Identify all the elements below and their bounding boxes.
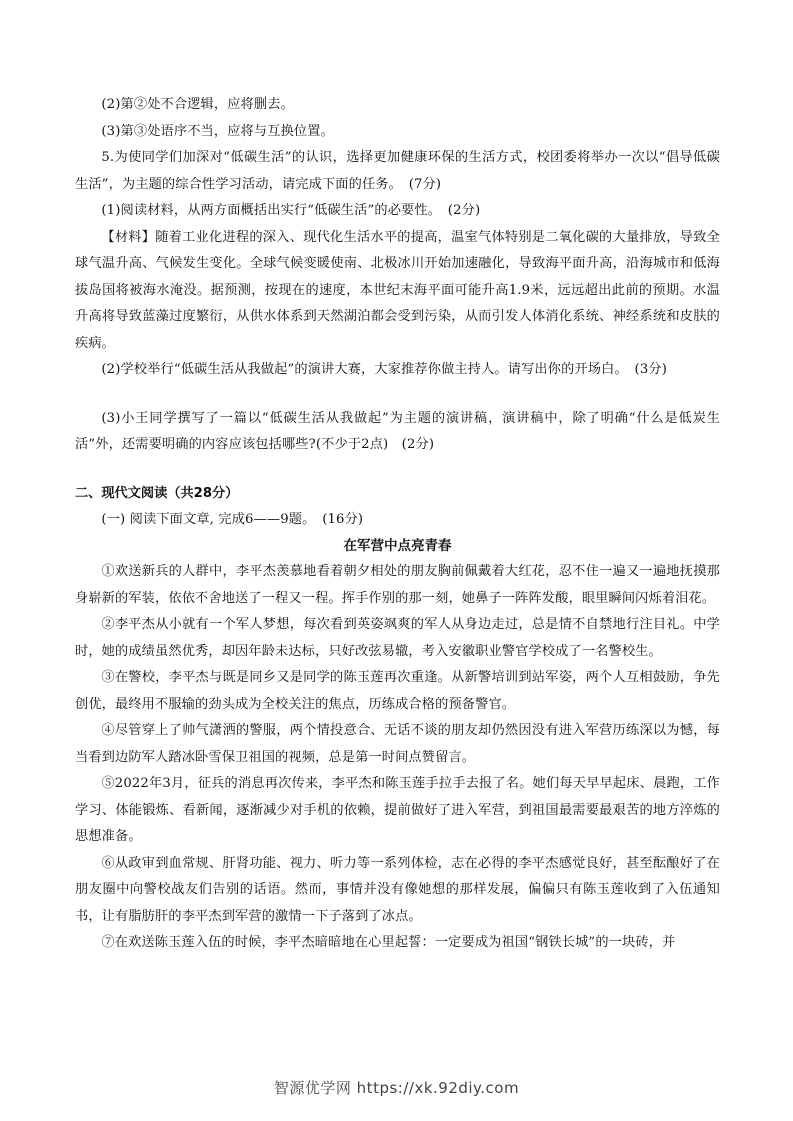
reading-instruction: (一) 阅读下面文章, 完成6——9题。 (16分) — [101, 511, 364, 527]
page-footer-watermark: 智源优学网 https://xk.92diy.com — [273, 1079, 520, 1097]
answer-item-2: (2)第②处不合逻辑，应将删去。 — [101, 97, 294, 112]
article-paragraph-3: ③在警校，李平杰与既是同乡又是同学的陈玉莲再次重逢。从新警培训到站军姿，两个人互相鼓励，争先创优，最终用不服输的劲头成为全校关注的焦点，历练成合格的预备警官。 — [75, 670, 720, 712]
article-paragraph-6: ⑥从政审到血常规、肝肾功能、视力、听力等一系列体检，志在必得的李平杰感觉良好，甚至酝酿好了在朋友圈中向警校战友们告别的话语。然而，事情并没有像她想的那样发展，偏偏只有陈玉莲收到了入伍通知书，让有脂肪肝的李平杰到军营的激情一下子落到了冰点。 — [75, 855, 720, 924]
question-5-task-2: (2)学校举行“低碳生活从我做起”的演讲大赛，大家推荐你做主持人。请写出你的开场白。 (3分) — [101, 362, 667, 377]
section-heading: 二、现代文阅读（共28分） — [75, 485, 239, 501]
article-paragraph-5: ⑤2022年3月，征兵的消息再次传来，李平杰和陈玉莲手拉手去报了名。她们每天早早起床、晨跑，工作学习、体能锻炼、看新闻，逐渐减少对手机的依赖，提前做好了进入军营，到祖国最需要最艰苦的地方淬炼的思想准备。 — [75, 776, 720, 844]
document-page — [75, 92, 720, 957]
material-passage: 【材料】随着工业化进程的深入、现代化生活水平的提高，温室气体特别是二氧化碳的大量排放，导致全球气温升高、气候发生变化。全球气候变暖使南、北极冰川开始加速融化，导致海平面升高，沿海城市和低海拔岛国将被海水淹没。据预测，按现在的速度，本世纪末海平面可能升高1.9米，远远超出此前的预期。水温升高将导致蓝藻过度繁衍，从供水体系到天然湖泊都会受到污染，从而引发人体消化系统、神经系统和皮肤的疾病。 — [75, 229, 720, 351]
question-5-task-3: (3)小王同学撰写了一篇以“低碳生活从我做起”为主题的演讲稿，演讲稿中，除了明确“什么是低炭生活”外，还需要明确的内容应该包括哪些?(不少于2点) (2分) — [75, 410, 720, 452]
answer-space — [75, 459, 720, 481]
question-5: 5.为使同学们加深对“低碳生活”的认识，选择更加健康环保的生活方式，校团委将举办一次以“倡导低碳生活”，为主题的综合性学习活动，请完成下面的任务。 (7分) — [75, 150, 720, 192]
answer-space — [75, 384, 720, 406]
article-paragraph-4: ④尽管穿上了帅气潇洒的警服，两个情投意合、无话不谈的朋友却仍然因没有进入军营历练深以为憾，每当看到边防军人踏冰卧雪保卫祖国的视频，总是第一时间点赞留言。 — [75, 723, 720, 765]
article-paragraph-2: ②李平杰从小就有一个军人梦想，每次看到英姿飒爽的军人从身边走过，总是情不自禁地行注目礼。中学时，她的成绩虽然优秀，却因年龄未达标，只好改弦易辙，考入安徽职业警官学校成了一名警校生。 — [75, 617, 720, 659]
article-title: 在军营中点亮青春 — [343, 538, 452, 554]
article-paragraph-7: ⑦在欢送陈玉莲入伍的时候，李平杰暗暗地在心里起誓：一定要成为祖国“钢铁长城”的一块砖，并 — [101, 935, 676, 950]
question-5-task-1: (1)阅读材料，从两方面概括出实行“低碳生活”的必要性。 (2分) — [101, 203, 481, 218]
answer-item-3: (3)第③处语序不当，应将与互换位置。 — [101, 123, 334, 139]
article-paragraph-1: ①欢送新兵的人群中，李平杰羡慕地看着朝夕相处的朋友胸前佩戴着大红花，忍不住一遍又一遍地抚摸那身崭新的军装，依依不舍地送了一程又一程。挥手作别的那一刻，她鼻子一阵阵发酸，眼里瞬间闪烁着泪花。 — [75, 564, 720, 606]
